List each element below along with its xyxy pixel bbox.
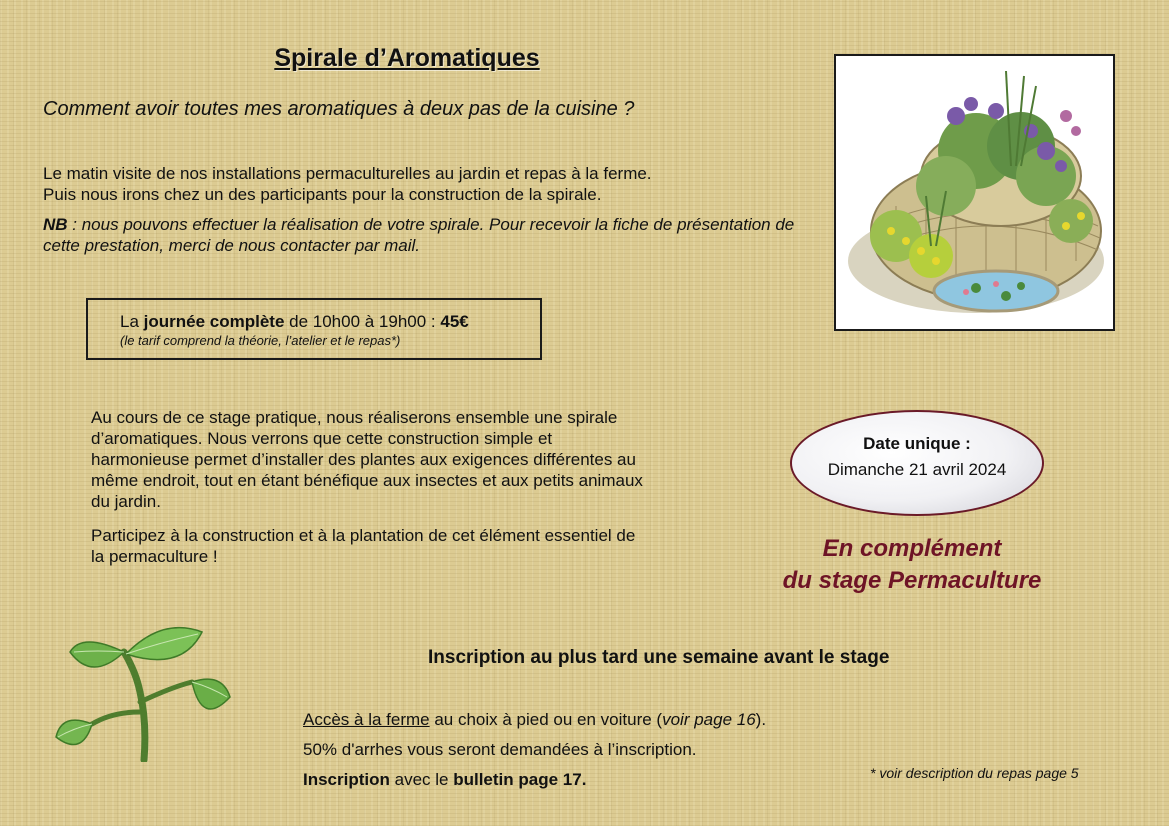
price-line <box>120 311 540 332</box>
access-page-ref: voir page 16 <box>662 710 756 729</box>
price-day-label: journée complète <box>143 312 285 331</box>
description-paragraph-2: Participez à la construction et à la plantation de cet élément essentiel de la permaculture ! <box>91 526 636 566</box>
price-note: (le tarif comprend la théorie, l’atelier et le repas*) <box>120 333 401 348</box>
herb-spiral-illustration <box>834 54 1115 331</box>
meal-footnote: * voir description du repas page 5 <box>870 765 1079 781</box>
registration-form-ref: bulletin page 17. <box>453 770 587 789</box>
description-paragraph-1: Au cours de ce stage pratique, nous réaliserons ensemble une spirale d’aromatiques. Nous verrons que cette construction simple et harmonieuse permet d’installer des plantes aux exigences différentes au même endroit, tout en étant bénéfique aux insectes et aux petits animaux du jardin. <box>91 408 643 511</box>
page-title: Spirale d’Aromatiques <box>274 44 540 72</box>
price-hours: de 10h00 à 19h00 : <box>284 312 441 331</box>
access-end: ). <box>755 710 767 729</box>
price-box <box>86 298 542 360</box>
nb-text: : nous pouvons effectuer la réalisation de votre spirale. Pour recevoir la fiche de présentation de cette prestation, merci de nous contacter par mail. <box>43 215 795 255</box>
access-line <box>303 705 766 735</box>
access-text: au choix à pied ou en voiture ( <box>429 710 663 729</box>
registration-line <box>303 765 766 795</box>
access-link[interactable]: Accès à la ferme <box>303 710 430 729</box>
registration-middle: avec le <box>389 770 454 789</box>
nb-note <box>43 214 803 256</box>
complement-line-2: du stage Permaculture <box>782 567 1042 594</box>
registration-deadline: Inscription au plus tard une semaine avant le stage <box>428 647 890 668</box>
complement-heading <box>742 533 1082 597</box>
deposit-line: 50% d'arrhes vous seront demandées à l’inscription. <box>303 740 697 759</box>
intro-text <box>43 163 803 205</box>
nb-label: NB <box>43 215 68 234</box>
herb-spiral-drawing <box>836 56 1113 329</box>
date-badge <box>790 410 1044 516</box>
intro-line-2: Puis nous irons chez un des participants pour la construction de la spirale. <box>43 185 602 204</box>
mint-leaf-drawing <box>52 612 234 762</box>
registration-label: Inscription <box>303 770 390 789</box>
subtitle: Comment avoir toutes mes aromatiques à deux pas de la cuisine ? <box>43 98 635 120</box>
practical-info <box>303 705 766 795</box>
date-label: Date unique : <box>863 434 971 453</box>
intro-line-1: Le matin visite de nos installations permaculturelles au jardin et repas à la ferme. <box>43 164 652 183</box>
price-prefix: La <box>120 312 144 331</box>
mint-leaf-illustration <box>52 612 234 762</box>
price-amount: 45€ <box>440 312 469 331</box>
complement-line-1: En complément <box>822 535 1002 562</box>
date-value: Dimanche 21 avril 2024 <box>827 460 1007 479</box>
